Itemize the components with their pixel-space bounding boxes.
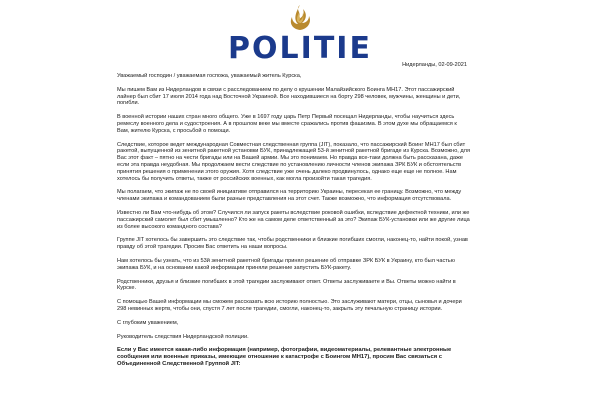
- paragraph-crew: Мы полагаем, что экипаж не по своей инициативе отправился на территорию Украины, пересекая ее границу. Возможно, что между членами экипажа и командованием были разные представления на этот счет. Также возможно, что информация отсутствовала.: [117, 189, 462, 203]
- paragraph-intro: Мы пишем Вам из Нидерландов в связи с расследованием по делу о крушении Малайзийского Боинга MH17. Этот пассажирский лайнер был сбит 17 июля 2014 года над Восточной Украиной. Все находившиеся на борту 298 человек, мужчины, женщины и дети, погибли.: [117, 86, 461, 107]
- paragraph-history: В военной истории наших стран много общего. Уже в 1697 году царь Петр Первый посещал Нидерланды, чтобы научиться здесь ремеслу военного дела и судостроения. А в прошлом веке мы вместе сражались против фашизма. В этом духе мы обращаемся к Вам, жителю Курска, с просьбой о помощи.: [117, 114, 457, 134]
- politie-wordmark: POLITIE: [228, 31, 372, 66]
- contact-appeal: Если у Вас имеется какая-либо информация (например, фотографии, видеоматериалы, релевантные электронные сообщения или военные приказы, имеющие отношение к катастрофе с Боингом MH17), просим Вас связаться с Объединенной Следственной Группой JIT:: [117, 347, 452, 368]
- letter-date: Нидерланды, 02-09-2021: [402, 62, 467, 68]
- greeting: Уважаемый господин / уважаемая госпожа, уважаемый житель Курска,: [117, 73, 302, 79]
- closing: С глубоким уважением,: [117, 319, 179, 326]
- paragraph-questions: Известно ли Вам что-нибудь об этом? Случился ли запуск ракеты вследствие роковой ошибки, вследствие дефектной техники, или же пассажирский самолет был сбит умышленно? Кто же на самом деле ответственный за это? Экипаж БУК-установки или же другие лица из более высокого командного состава?: [117, 209, 470, 230]
- paragraph-full-story: С помощью Вашей информации мы сможем рассказать всю историю полностью. Это заслуживают матери, отцы, сыновья и дочери 298 невинных жертв, чтобы они, спустя 7 лет после трагедии, смогли, наконец-то, закрыть эту печальную страницу истории.: [117, 299, 462, 312]
- paragraph-answers: Родственники, друзья и близкие погибших в этой трагедии заслуживают ответ. Ответы заслуживаете и Вы. Ответы можно найти в Курске.: [117, 278, 456, 292]
- letter-body: [117, 73, 470, 375]
- paragraph-jit-goal: Группе JIT хотелось бы завершить это следствие так, чтобы родственники и близкие погибших смогли, наконец-то, найти покой, узнав правду об этой трагедии. Просим Вас ответить на наши вопросы.: [117, 237, 468, 251]
- paragraph-decision: Нам хотелось бы узнать, что из 53й зенитной ракетной бригады принял решение об отправке ЗРК БУК в Украину, кто был частью экипажа БУК, и на основании какой информации приняли решение запустить БУК-ракету.: [117, 257, 455, 271]
- paragraph-investigation: Следствие, которое ведет международная Совместная следственная группа (JIT), показало, что пассажирский Боинг MH17 был сбит ракетой, выпущенной из зенитной ракетной установки БУК, принадлежащей 53-й зенитной ракетной бригаде из Курска. Возможно, для Вас этот факт – пятно на чести бригады или на Вашей армии. Мы это понимаем. Но правда все-таки должна быть рассказана, даже если эта правда неудобная. Мы продолжаем вести следствие по установлению личности членов экипажа ЗРК БУК и обстоятельств принятия решения о применении этого оружия. Хотя следствие уже очень далеко продвинулось, однако еще еще не полное. Нам хотелось бы получить ответы, также от российских военных, как могла произойти такая трагедия.: [117, 141, 470, 182]
- signature: Руководитель следствия Нидерландской полиции.: [117, 333, 249, 340]
